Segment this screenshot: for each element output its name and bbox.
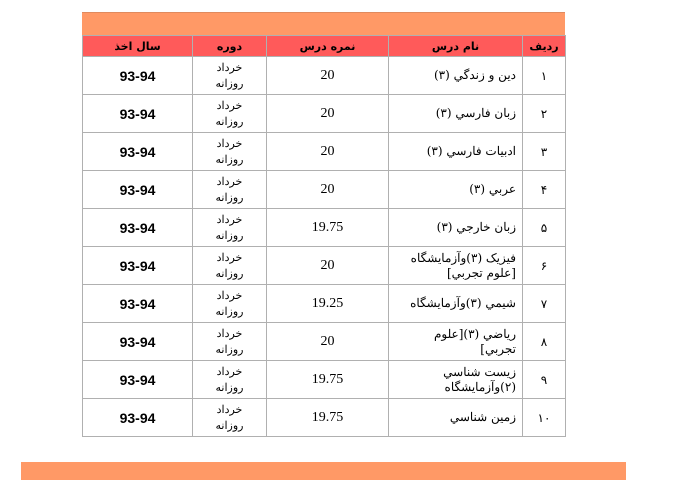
course-grade: 19.75 bbox=[267, 209, 389, 247]
table-row bbox=[83, 209, 566, 247]
course-period bbox=[193, 323, 267, 361]
header-grade: نمره درس bbox=[267, 36, 389, 57]
course-year: 93-94 bbox=[83, 57, 193, 95]
course-year: 93-94 bbox=[83, 323, 193, 361]
period-exam: خرداد bbox=[216, 98, 243, 112]
course-period bbox=[193, 57, 267, 95]
row-number: ۳ bbox=[523, 133, 566, 171]
course-name: رياضي (۳)[علوم تجربي] bbox=[389, 323, 523, 361]
header-row bbox=[83, 36, 566, 57]
period-exam: خرداد bbox=[216, 364, 243, 378]
course-year: 93-94 bbox=[83, 399, 193, 437]
course-year: 93-94 bbox=[83, 95, 193, 133]
period-type: روزانه bbox=[215, 228, 244, 242]
period-exam: خرداد bbox=[216, 326, 243, 340]
course-grade: 19.75 bbox=[267, 399, 389, 437]
row-number: ۵ bbox=[523, 209, 566, 247]
header-row-num: ردیف bbox=[523, 36, 566, 57]
top-band bbox=[82, 12, 565, 35]
period-type: روزانه bbox=[215, 76, 244, 90]
period-exam: خرداد bbox=[216, 174, 243, 188]
table-row bbox=[83, 57, 566, 95]
period-exam: خرداد bbox=[216, 60, 243, 74]
course-period bbox=[193, 133, 267, 171]
table-row bbox=[83, 323, 566, 361]
period-type: روزانه bbox=[215, 114, 244, 128]
table-row bbox=[83, 399, 566, 437]
period-exam: خرداد bbox=[216, 288, 243, 302]
grades-panel bbox=[82, 12, 565, 437]
course-name: زمين شناسي bbox=[389, 399, 523, 437]
course-period bbox=[193, 171, 267, 209]
header-period: دوره bbox=[193, 36, 267, 57]
course-name: دين و زندگي (۳) bbox=[389, 57, 523, 95]
table-row bbox=[83, 95, 566, 133]
row-number: ۱ bbox=[523, 57, 566, 95]
course-name: زيست شناسي (۲)وآزمايشگاه bbox=[389, 361, 523, 399]
period-exam: خرداد bbox=[216, 136, 243, 150]
course-year: 93-94 bbox=[83, 361, 193, 399]
course-period bbox=[193, 95, 267, 133]
course-name: عربي (۳) bbox=[389, 171, 523, 209]
course-grade: 20 bbox=[267, 323, 389, 361]
course-name: شيمي (۳)وآزمايشگاه bbox=[389, 285, 523, 323]
course-grade: 20 bbox=[267, 57, 389, 95]
course-year: 93-94 bbox=[83, 285, 193, 323]
period-exam: خرداد bbox=[216, 250, 243, 264]
course-name: ادبيات فارسي (۳) bbox=[389, 133, 523, 171]
course-period bbox=[193, 399, 267, 437]
period-type: روزانه bbox=[215, 418, 244, 432]
course-grade: 19.75 bbox=[267, 361, 389, 399]
bottom-band bbox=[21, 462, 626, 480]
course-period bbox=[193, 247, 267, 285]
row-number: ۴ bbox=[523, 171, 566, 209]
course-grade: 20 bbox=[267, 171, 389, 209]
row-number: ۱۰ bbox=[523, 399, 566, 437]
course-name: زبان خارجي (۳) bbox=[389, 209, 523, 247]
period-type: روزانه bbox=[215, 304, 244, 318]
course-period bbox=[193, 361, 267, 399]
course-grade: 20 bbox=[267, 95, 389, 133]
period-exam: خرداد bbox=[216, 402, 243, 416]
course-period bbox=[193, 285, 267, 323]
row-number: ۹ bbox=[523, 361, 566, 399]
row-number: ۷ bbox=[523, 285, 566, 323]
row-number: ۲ bbox=[523, 95, 566, 133]
period-type: روزانه bbox=[215, 380, 244, 394]
course-name: زبان فارسي (۳) bbox=[389, 95, 523, 133]
course-grade: 20 bbox=[267, 247, 389, 285]
period-exam: خرداد bbox=[216, 212, 243, 226]
course-year: 93-94 bbox=[83, 209, 193, 247]
period-type: روزانه bbox=[215, 152, 244, 166]
row-number: ۸ bbox=[523, 323, 566, 361]
table-row bbox=[83, 247, 566, 285]
course-year: 93-94 bbox=[83, 133, 193, 171]
header-course: نام درس bbox=[389, 36, 523, 57]
period-type: روزانه bbox=[215, 342, 244, 356]
period-type: روزانه bbox=[215, 190, 244, 204]
course-grade: 19.25 bbox=[267, 285, 389, 323]
header-year: سال اخذ bbox=[83, 36, 193, 57]
grades-table bbox=[82, 35, 566, 437]
table-row bbox=[83, 171, 566, 209]
table-row bbox=[83, 361, 566, 399]
course-year: 93-94 bbox=[83, 247, 193, 285]
course-year: 93-94 bbox=[83, 171, 193, 209]
table-row bbox=[83, 285, 566, 323]
course-period bbox=[193, 209, 267, 247]
table-row bbox=[83, 133, 566, 171]
row-number: ۶ bbox=[523, 247, 566, 285]
course-name: فيزيک (۳)وآزمايشگاه [علوم تجربي] bbox=[389, 247, 523, 285]
period-type: روزانه bbox=[215, 266, 244, 280]
course-grade: 20 bbox=[267, 133, 389, 171]
